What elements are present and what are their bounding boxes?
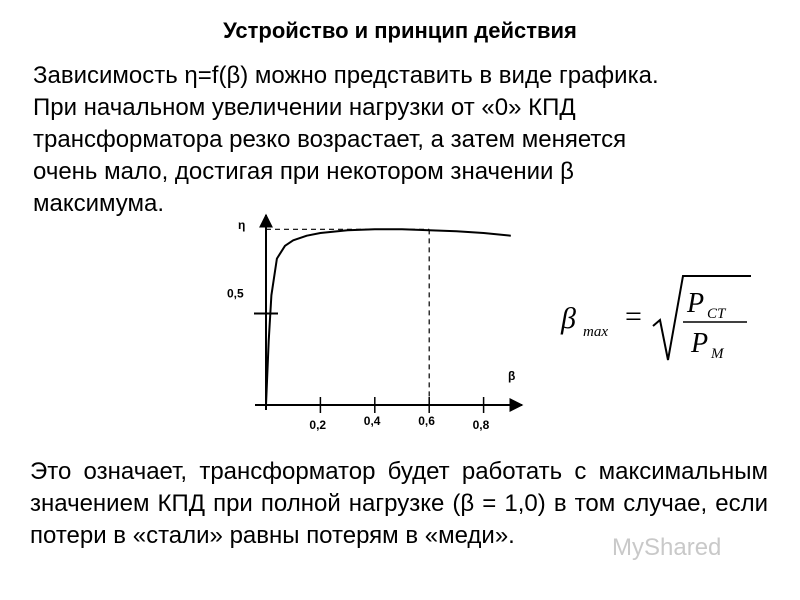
formula-lhs: β [561,302,576,335]
paragraph-conclusion: Это означает, трансформатор будет работать с максимальным значением КПД при полной нагрузке (β = 1,0) в том случае, если потери в «стали» равны потерям в «меди». [30,458,768,549]
x-tick-label: 0,2 [309,418,327,432]
slide-title: Устройство и принцип действия [223,18,577,43]
paragraph-intro-line: трансформатора резко возрастает, а затем меняется [33,126,627,153]
y-tick-label: 0,5 [227,286,244,301]
watermark: MyShared [612,534,722,561]
formula-numerator-subscript: CT [707,306,726,322]
formula-denominator: P [691,328,709,359]
formula-numerator: P [687,288,705,319]
formula-lhs-subscript: max [583,324,608,340]
x-axis-label: β [508,369,516,383]
paragraph-intro-line: очень мало, достигая при некотором значении β [33,158,574,185]
paragraph-intro-line: При начальном увеличении нагрузки от «0» КПД [33,94,576,121]
x-tick-label: 0,4 [363,414,381,428]
paragraph-intro-last-line: максимума. [33,190,165,217]
x-tick-label: 0,8 [472,418,490,432]
paragraph-intro-line: Зависимость η=f(β) можно представить в виде графика. [33,62,659,89]
efficiency-curve [266,229,511,405]
y-axis-label: η [238,218,246,232]
x-tick-label: 0,6 [418,414,435,428]
formula-equals: = [625,300,642,333]
beta-max-formula [555,270,775,370]
formula-denominator-subscript: M [711,346,724,362]
